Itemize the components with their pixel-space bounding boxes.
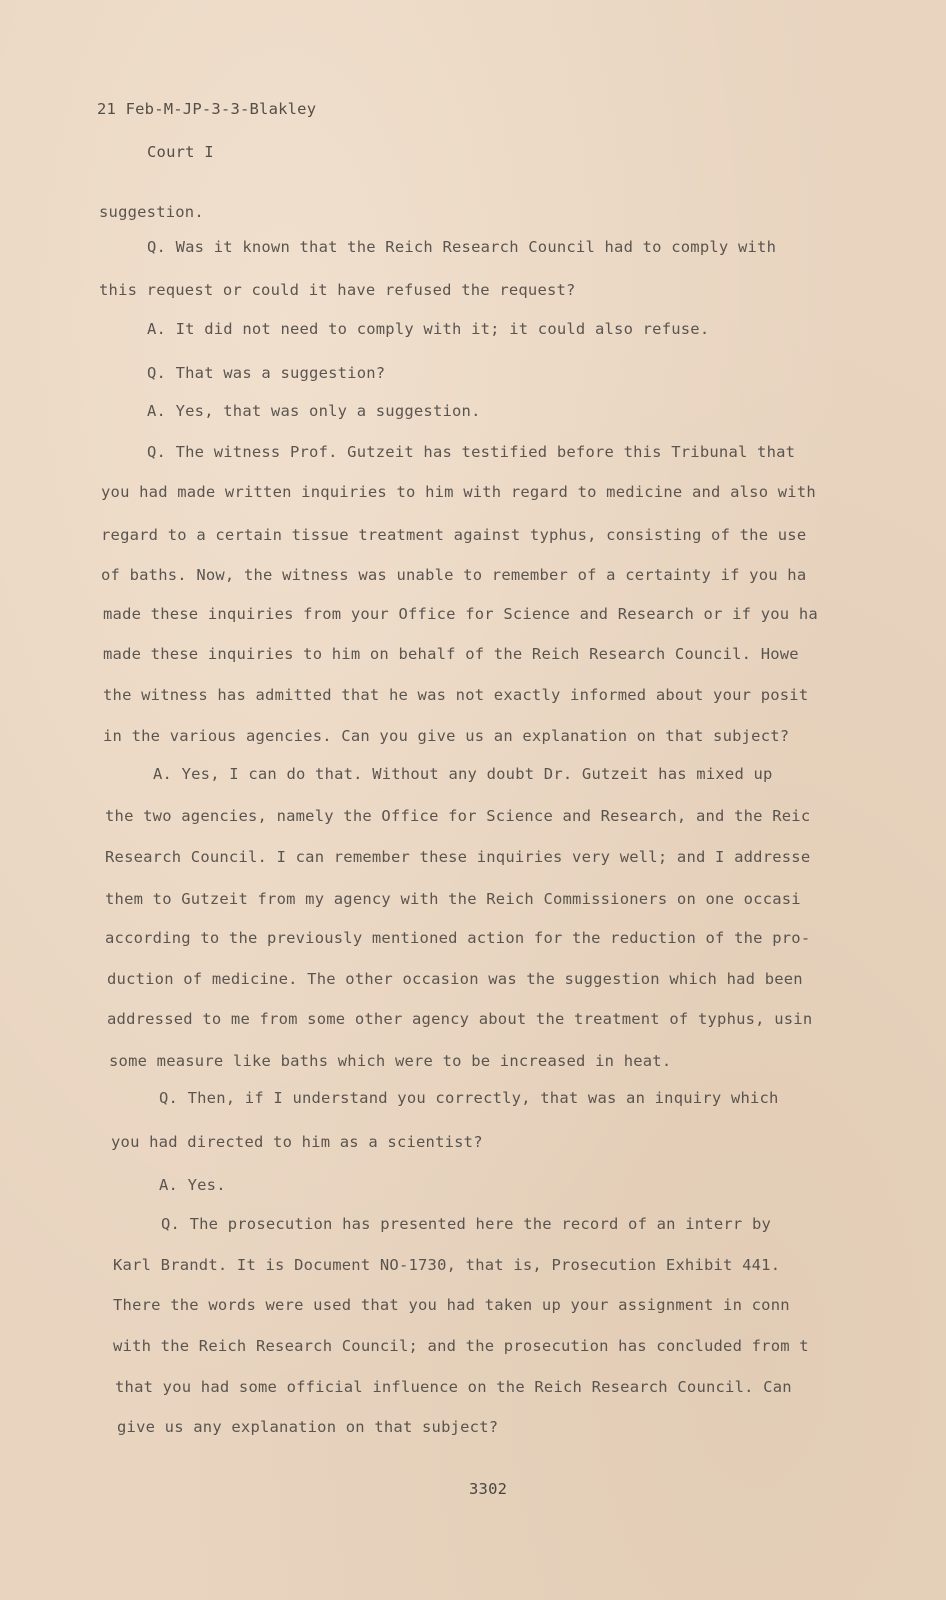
- text-line: duction of medicine. The other occasion was the suggestion which had been: [107, 970, 803, 988]
- text-line: addressed to me from some other agency about the treatment of typhus, usin: [107, 1010, 813, 1028]
- text-line: give us any explanation on that subject?: [117, 1418, 499, 1436]
- text-line: with the Reich Research Council; and the prosecution has concluded from t: [113, 1337, 809, 1355]
- text-line: A. Yes, I can do that. Without any doubt Dr. Gutzeit has mixed up: [153, 765, 773, 783]
- text-line: A. Yes.: [159, 1176, 226, 1194]
- text-line: of baths. Now, the witness was unable to remember of a certainty if you ha: [101, 566, 807, 584]
- text-line: them to Gutzeit from my agency with the Reich Commissioners on one occasi: [105, 890, 801, 908]
- text-line: Karl Brandt. It is Document NO-1730, that is, Prosecution Exhibit 441.: [113, 1256, 781, 1274]
- text-line: Q. The witness Prof. Gutzeit has testified before this Tribunal that: [147, 443, 796, 461]
- text-line: in the various agencies. Can you give us an explanation on that subject?: [103, 727, 790, 745]
- text-line: There the words were used that you had taken up your assignment in conn: [113, 1296, 790, 1314]
- text-line: A. It did not need to comply with it; it could also refuse.: [147, 320, 710, 338]
- docket-header: 21 Feb-M-JP-3-3-Blakley: [97, 100, 317, 118]
- text-line: Q. The prosecution has presented here the record of an interr by: [161, 1215, 772, 1233]
- text-line: some measure like baths which were to be increased in heat.: [109, 1052, 672, 1070]
- text-line: Q. Then, if I understand you correctly, that was an inquiry which: [159, 1089, 779, 1107]
- text-line: made these inquiries to him on behalf of the Reich Research Council. Howe: [103, 645, 799, 663]
- text-line: this request or could it have refused the request?: [99, 281, 576, 299]
- text-line: you had made written inquiries to him with regard to medicine and also with: [101, 483, 816, 501]
- text-line: you had directed to him as a scientist?: [111, 1133, 483, 1151]
- text-line: Research Council. I can remember these inquiries very well; and I addresse: [105, 848, 811, 866]
- text-line: that you had some official influence on the Reich Research Council. Can: [115, 1378, 792, 1396]
- text-line: suggestion.: [99, 203, 204, 221]
- text-line: according to the previously mentioned action for the reduction of the pro-: [105, 929, 811, 947]
- text-line: the two agencies, namely the Office for Science and Research, and the Reic: [105, 807, 811, 825]
- text-line: A. Yes, that was only a suggestion.: [147, 402, 481, 420]
- text-line: the witness has admitted that he was not exactly informed about your posit: [103, 686, 809, 704]
- court-header: Court I: [147, 143, 214, 161]
- text-line: regard to a certain tissue treatment against typhus, consisting of the use: [101, 526, 807, 544]
- text-line: made these inquiries from your Office for Science and Research or if you ha: [103, 605, 818, 623]
- page-number: 3302: [469, 1480, 508, 1498]
- text-line: Q. Was it known that the Reich Research Council had to comply with: [147, 238, 777, 256]
- text-line: Q. That was a suggestion?: [147, 364, 386, 382]
